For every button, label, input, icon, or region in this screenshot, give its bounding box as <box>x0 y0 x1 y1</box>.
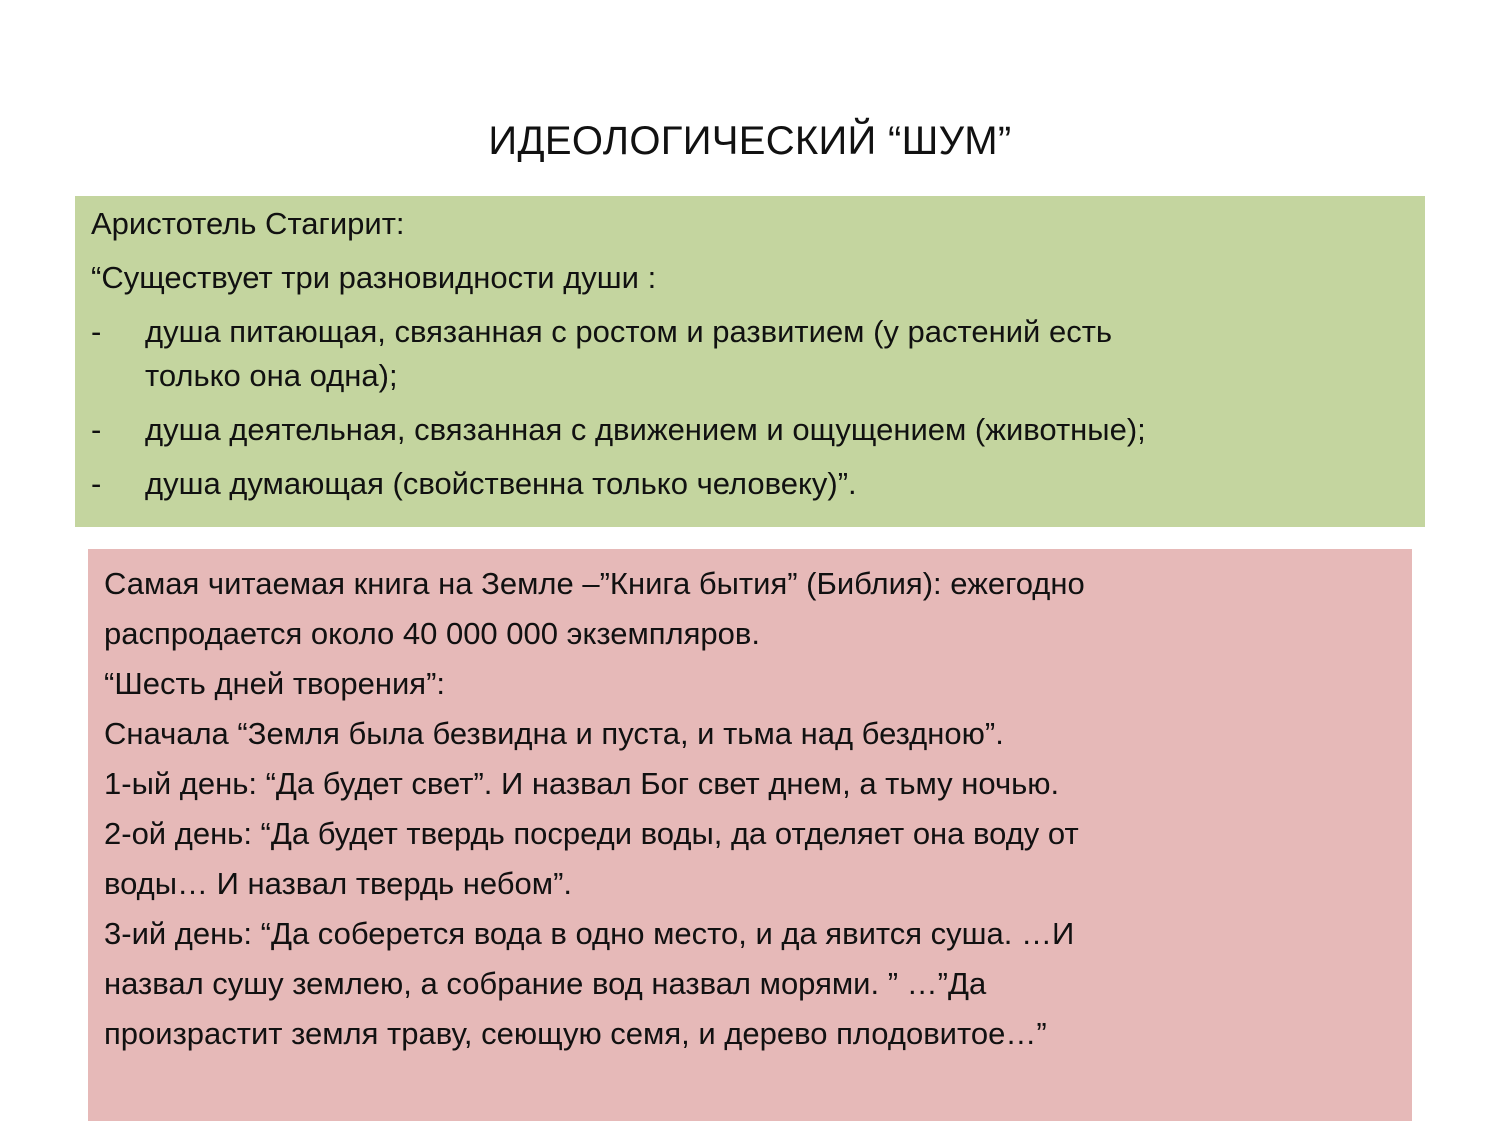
bullet-text <box>145 408 1409 452</box>
bullet-text <box>145 310 1409 398</box>
aristotle-quote-box <box>75 196 1425 527</box>
bullet-text <box>145 462 1409 506</box>
genesis-line: 2-ой день: “Да будет твердь посреди воды, да отделяет она воду от <box>104 816 1079 851</box>
bullet-dash: - <box>91 412 102 447</box>
soul-bullet-active <box>91 408 1409 452</box>
bullet-text-line: душа деятельная, связанная с движением и ощущением (животные); <box>145 412 1146 447</box>
soul-bullet-thinking <box>91 462 1409 506</box>
genesis-line: Самая читаемая книга на Земле –”Книга бытия” (Библия): ежегодно <box>104 566 1085 601</box>
genesis-line: назвал сушу землею, а собрание вод назвал морями. ” …”Да <box>104 966 987 1001</box>
genesis-line: воды… И назвал твердь небом”. <box>104 866 573 901</box>
soul-bullet-nourishing <box>91 310 1409 398</box>
genesis-text-box <box>88 549 1412 1121</box>
bullet-text-line: только она одна); <box>145 358 398 393</box>
quote-intro: “Существует три разновидности души : <box>91 260 657 295</box>
genesis-line: произрастит земля траву, сеющую семя, и дерево плодовитое…” <box>104 1016 1047 1051</box>
bullet-text-line: душа думающая (свойственна только человеку)”. <box>145 466 857 501</box>
genesis-line: распродается около 40 000 000 экземпляров. <box>104 616 760 651</box>
bullet-dash: - <box>91 314 102 349</box>
genesis-line: Сначала “Земля была безвидна и пуста, и тьма над бездною”. <box>104 716 1004 751</box>
slide-title: ИДЕОЛОГИЧЕСКИЙ “ШУМ” <box>488 119 1012 163</box>
genesis-line: 3-ий день: “Да соберется вода в одно место, и да явится суша. …И <box>104 916 1075 951</box>
genesis-line: 1-ый день: “Да будет свет”. И назвал Бог свет днем, а тьму ночью. <box>104 766 1060 801</box>
genesis-line: “Шесть дней творения”: <box>104 666 446 701</box>
bullet-dash: - <box>91 466 102 501</box>
quote-author: Аристотель Стагирит: <box>91 206 405 241</box>
bullet-text-line: душа питающая, связанная с ростом и развитием (у растений есть <box>145 314 1113 349</box>
